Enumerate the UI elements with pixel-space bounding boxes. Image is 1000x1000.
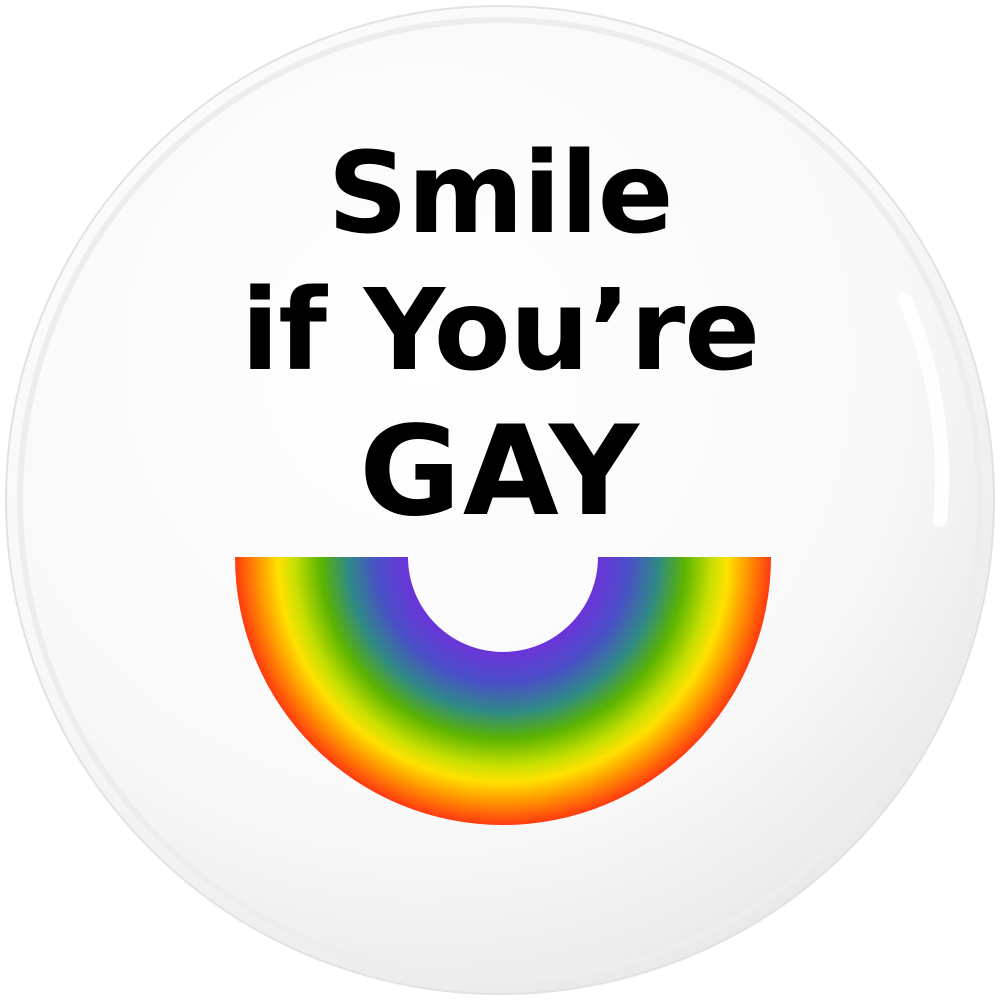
- headline-line-3: GAY: [359, 400, 641, 544]
- headline-line-2: if You’re: [240, 266, 760, 396]
- headline-line-1: Smile: [327, 129, 673, 259]
